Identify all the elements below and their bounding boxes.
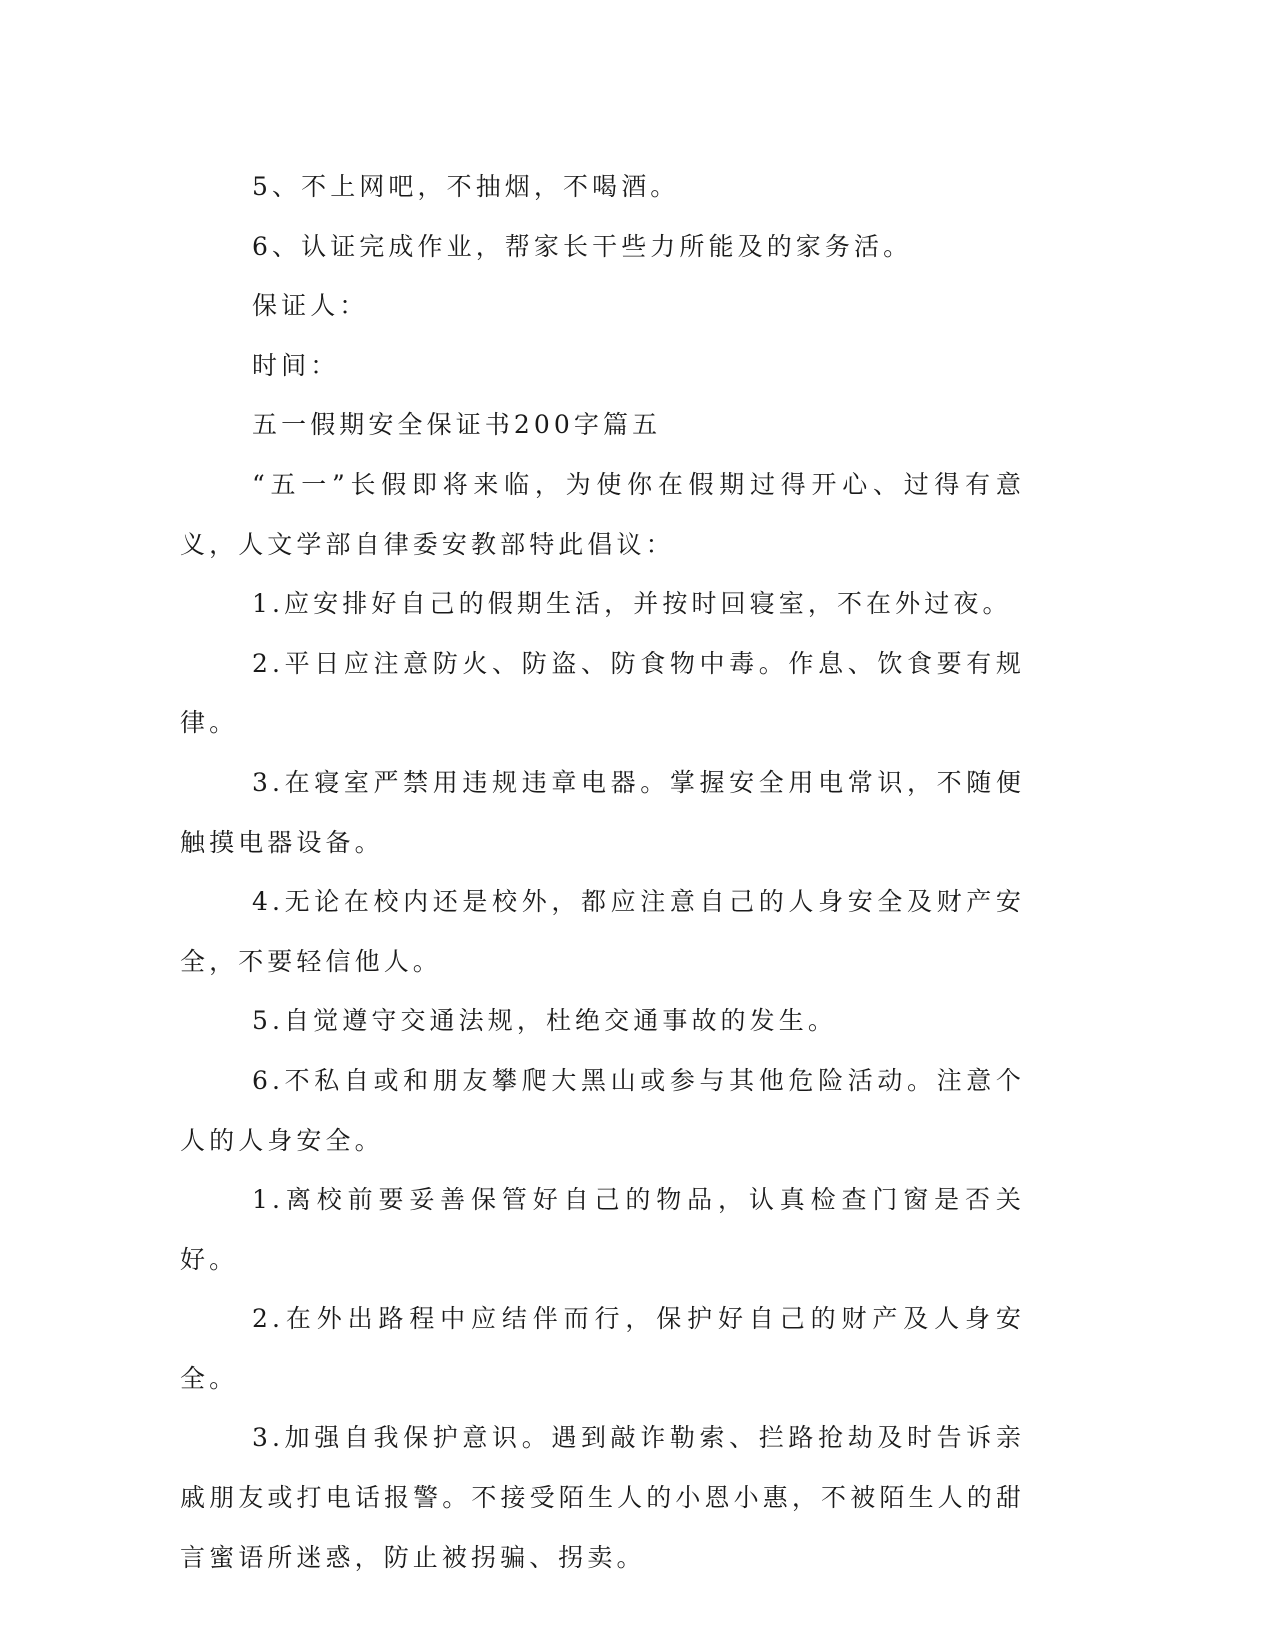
section-title: 五一假期安全保证书200字篇五 [252, 410, 662, 440]
proposal-item-4: 4.无论在校内还是校外，都应注意自己的人身安全及财产安全，不要轻信他人。 [180, 887, 1025, 976]
paragraph-item-5: 5、不上网吧，不抽烟，不喝酒。 [252, 172, 680, 201]
leaving-item-1: 1.离校前要妥善保管好自己的物品，认真检查门窗是否关好。 [180, 1185, 1025, 1274]
proposal-item-1: 1.应安排好自己的假期生活，并按时回寝室，不在外过夜。 [252, 589, 1012, 619]
guarantor-label: 保证人： [252, 291, 369, 321]
leaving-item-3: 3.加强自我保护意识。遇到敲诈勒索、拦路抢劫及时告诉亲戚朋友或打电话报警。不接受陌生人的小恩小惠，不被陌生人的甜言蜜语所迷惑，防止被拐骗、拐卖。 [180, 1423, 1025, 1572]
proposal-item-6: 6.不私自或和朋友攀爬大黑山或参与其他危险活动。注意个人的人身安全。 [180, 1065, 1025, 1155]
document-body [180, 157, 1025, 1587]
intro-paragraph: “五一”长假即将来临，为使你在假期过得开心、过得有意义，人文学部自律委安教部特此倡议： [180, 469, 1025, 559]
proposal-item-3: 3.在寝室严禁用违规违章电器。掌握安全用电常识，不随便触摸电器设备。 [180, 767, 1025, 857]
date-label: 时间： [252, 350, 340, 380]
paragraph-item-6: 6、认证完成作业，帮家长干些力所能及的家务活。 [252, 231, 913, 261]
proposal-item-2: 2.平日应注意防火、防盗、防食物中毒。作息、饮食要有规律。 [180, 648, 1025, 738]
proposal-item-5: 5.自觉遵守交通法规，杜绝交通事故的发生。 [252, 1006, 837, 1036]
leaving-item-2: 2.在外出路程中应结伴而行，保护好自己的财产及人身安全。 [180, 1304, 1025, 1393]
